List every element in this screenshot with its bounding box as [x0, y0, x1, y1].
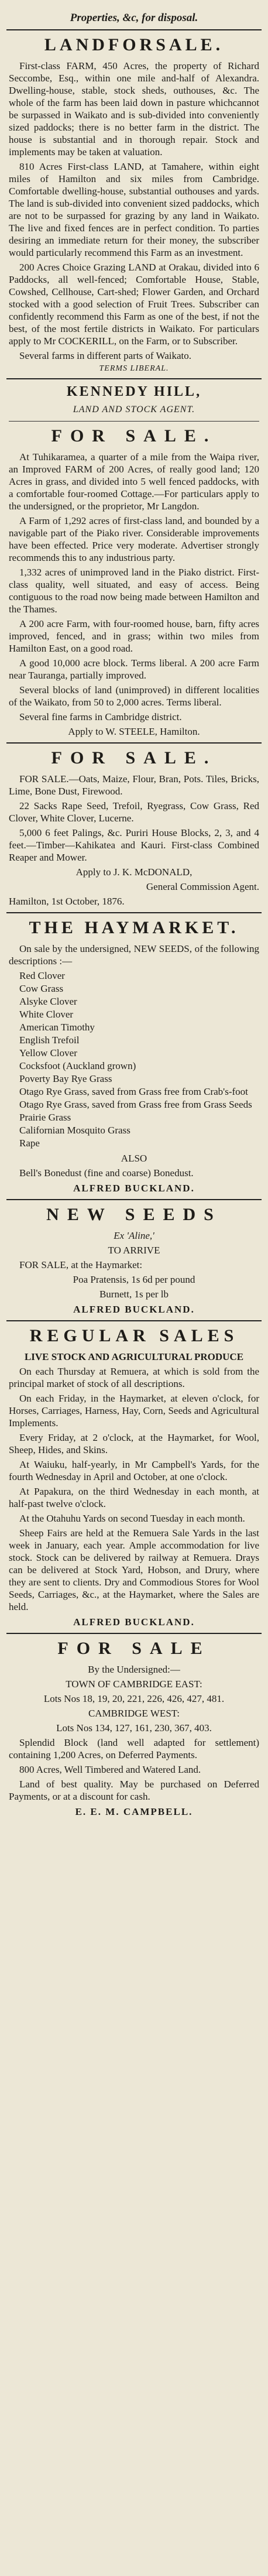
ad-intro: On sale by the undersigned, NEW SEEDS, of the following descriptions :— [9, 943, 259, 967]
ad-signature: ALFRED BUCKLAND. [73, 1183, 195, 1194]
ad-intro: By the Undersigned:— [88, 1664, 180, 1675]
list-item: Alsyke Clover [19, 996, 77, 1007]
ad-apply: Apply to W. STEELE, Hamilton. [68, 726, 200, 737]
ad-line: TO ARRIVE [108, 1245, 160, 1256]
ad-title: FOR SALE. [51, 748, 217, 768]
ad-paragraph: Sheep Fairs are held at the Remuera Sale Yards in the last week in January, each year. Ample accommodation for live stock. Stock can be delivered by railway at Remuera. Drays can be delivered at Stock Yard, Hobson, and Drury, where they are sent to clients. Dry and Commodious Stores for Wool Seeds, Carriages, &c., at the Haymarket, where the Sales are held. [9, 1527, 259, 1612]
ad-heading: KENNEDY HILL, [66, 384, 202, 399]
ad-paragraph: At the Otahuhu Yards on second Tuesday in each month. [19, 1513, 245, 1524]
ad-paragraph: Several fine farms in Cambridge district. [19, 711, 182, 722]
divider [6, 742, 262, 744]
divider [6, 1633, 262, 1634]
ad-signature: ALFRED BUCKLAND. [73, 1616, 195, 1628]
ad-signature: ALFRED BUCKLAND. [73, 1304, 195, 1315]
ad-signature: E. E. M. CAMPBELL. [75, 1806, 193, 1817]
ad-heading: FOR SALE [57, 1639, 211, 1658]
list-item: White Clover [19, 1009, 74, 1020]
ad-terms: TERMS LIBERAL. [99, 364, 169, 373]
ad-paragraph: Every Friday, at 2 o'clock, at the Haymarket, for Wool, Sheep, Hides, and Skins. [9, 1432, 259, 1455]
ad-subheading: LAND AND STOCK AGENT. [73, 405, 195, 415]
ad-paragraph: On each Thursday at Remuera, at which is sold from the principal market of stock of all descriptions. [9, 1366, 259, 1389]
ad-paragraph: At Papakura, on the third Wednesday in each month, at half-past twelve o'clock. [9, 1486, 259, 1509]
ad-heading: NEW SEEDS [46, 1205, 222, 1224]
ad-paragraph: Splendid Block (land well adapted for settlement) containing 1,200 Acres, on Deferred Payments. [9, 1737, 259, 1760]
ad-paragraph: 1,332 acres of unimproved land in the Piako district. First-class quality, well situated, and easy of access. Being contiguous to the road now being made between Hamilton and the Thames. [9, 567, 259, 615]
page-caption: Properties, &c, for disposal. [70, 12, 198, 24]
ad-heading: LANDFORSALE. [44, 35, 224, 54]
ad-paragraph: Land of best quality. May be purchased on Deferred Payments, or at a discount for cash. [9, 1779, 259, 1802]
list-item: American Timothy [19, 1022, 95, 1033]
list-item: Otago Rye Grass, saved from Grass free from Crab's-foot [19, 1086, 248, 1097]
ad-title: FOR SALE. [51, 426, 217, 446]
list-item: Cocksfoot (Auckland grown) [19, 1060, 136, 1071]
ad-also-label: ALSO [121, 1153, 147, 1164]
ad-line: Ex 'Aline,' [114, 1230, 154, 1241]
ad-dateline: Hamilton, 1st October, 1876. [9, 896, 125, 907]
ad-apply: Apply to J. K. McDONALD, [75, 866, 193, 878]
list-item: Cow Grass [19, 983, 64, 994]
ad-paragraph: A 200 acre Farm, with four-roomed house, barn, fifty acres improved, fenced, and in grass; within two miles from Hamilton East, on a good road. [9, 618, 259, 654]
ad-paragraph: At Tuhikaramea, a quarter of a mile from the Waipa river, an Improved FARM of 200 Acres, of really good land; 120 Acres in grass, and divided into 5 well fenced paddocks, with a comfortable four-roomed Cottage.—For particulars apply to the undersigned, or the proprietor, Mr Langdon. [9, 451, 259, 512]
ad-also-items: Bell's Bonedust (fine and coarse) Bonedust. [19, 1167, 194, 1179]
list-item: English Trefoil [19, 1034, 80, 1046]
seed-list [9, 970, 259, 1150]
newspaper-column [5, 0, 263, 1818]
ad-mcdonald-for-sale [6, 748, 262, 907]
ad-kennedy-hill [6, 384, 262, 738]
ad-regular-sales [6, 1326, 262, 1628]
ad-campbell-for-sale [6, 1639, 262, 1818]
list-item: Yellow Clover [19, 1047, 77, 1059]
ad-paragraph: FOR SALE.—Oats, Maize, Flour, Bran, Pots. Tiles, Bricks, Lime, Bone Dust, Firewood. [9, 773, 259, 797]
ad-agent-title: General Commission Agent. [146, 881, 259, 892]
ad-land-for-sale [6, 35, 262, 374]
ad-paragraph: On each Friday, in the Haymarket, at eleven o'clock, for Horses, Carriages, Harness, Hay, Corn, Seeds and Agricultural Implements. [9, 1393, 259, 1429]
ad-line: Burnett, 1s per lb [99, 1289, 169, 1300]
ad-heading: REGULAR SALES [29, 1326, 239, 1345]
ad-paragraph: 810 Acres First-class LAND, at Tamahere, within eight miles of Hamilton and six miles from Cambridge. Comfortable dwelling-house, substantial outhouses and yards. The land is sub-divided into convenient sized paddocks, which are not to be surpassed for grazing by any land in Waikato. The live and fixed fences are in perfect condition. To parties desiring an immediate return for their money, the subscriber would particularly recommend this Farm as an investment. [9, 161, 259, 258]
ad-paragraph: 5,000 6 feet Palings, &c. Puriri House Blocks, 2, 3, and 4 feet.—Timber—Kahikatea and Kauri. First-class Combined Reaper and Mower. [9, 827, 259, 863]
ad-town: TOWN OF CAMBRIDGE EAST: [66, 1678, 202, 1690]
ad-lots: Lots Nos 18, 19, 20, 221, 226, 426, 427, 481. [43, 1693, 225, 1704]
ad-paragraph: Several blocks of land (unimproved) in different localities of the Waikato, from 50 to 2,000 acres. Terms liberal. [9, 684, 259, 708]
ad-heading: THE HAYMARKET. [29, 918, 239, 937]
ad-paragraph: 800 Acres, Well Timbered and Watered Land. [19, 1764, 201, 1775]
ad-paragraph: At Waiuku, half-yearly, in Mr Campbell's Yards, for the fourth Wednesday in April and October, at one o'clock. [9, 1459, 259, 1482]
ad-lots: Lots Nos 134, 127, 161, 230, 367, 403. [56, 1722, 212, 1734]
ad-paragraph: 200 Acres Choice Grazing LAND at Orakau, divided into 6 Paddocks, all well-fenced; Comfortable House, Stable, Cowshed, Cellhouse, Cart-shed; Flower Garden, and Orchard stocked with a good selection of Fruit Trees. Subscriber can confidently recommend this Farm as one of the best, if not the best, of the most fertile districts in Waikato. For particulars apply to Mr COCKERILL, on the Farm, or to Subscriber. [9, 262, 259, 347]
ad-town: CAMBRIDGE WEST: [88, 1708, 180, 1719]
divider [9, 421, 259, 422]
ad-haymarket [6, 918, 262, 1194]
list-item: Californian Mosquito Grass [19, 1125, 130, 1136]
list-item: Rape [19, 1138, 40, 1149]
ad-paragraph: 22 Sacks Rape Seed, Trefoil, Ryegrass, Cow Grass, Red Clover, White Clover, Lucerne. [9, 800, 259, 824]
ad-paragraph: A good 10,000 acre block. Terms liberal. A 200 acre Farm near Tauranga, partially improved. [9, 657, 259, 681]
list-item: Poverty Bay Rye Grass [19, 1073, 112, 1084]
ad-paragraph: A Farm of 1,292 acres of first-class land, and bounded by a navigable part of the Piako river. Considerable improvements have been effected. Price very moderate. Advertiser strongly recommends this to any industrious party. [9, 515, 259, 563]
divider [6, 29, 262, 30]
divider [6, 378, 262, 379]
ad-line: FOR SALE, at the Haymarket: [19, 1259, 143, 1270]
divider [6, 1320, 262, 1321]
divider [6, 912, 262, 913]
ad-paragraph: First-class FARM, 450 Acres, the property of Richard Seccombe, Esq., within one mile and-half of Alexandra. Dwelling-house, stable, stock sheds, outhouses, &c. The whole of the farm has been laid down in pasture whichcannot be surpassed in Waikato and is sub-divided into conveniently sized paddocks; there is no better farm in the district. The house is substantial and in thorough repair. Stock and implements may be taken at valuation. [9, 60, 259, 157]
list-item: Prairie Grass [19, 1112, 71, 1123]
ad-new-seeds [6, 1205, 262, 1316]
list-item: Red Clover [19, 970, 65, 981]
list-item: Otago Rye Grass, saved from Grass free from Grass Seeds [19, 1099, 252, 1110]
divider [6, 1199, 262, 1200]
ad-paragraph: Several farms in different parts of Waikato. [19, 350, 191, 361]
ad-subheading: LIVE STOCK AND AGRICULTURAL PRODUCE [24, 1351, 244, 1362]
ad-line: Poa Pratensis, 1s 6d per pound [73, 1274, 195, 1285]
